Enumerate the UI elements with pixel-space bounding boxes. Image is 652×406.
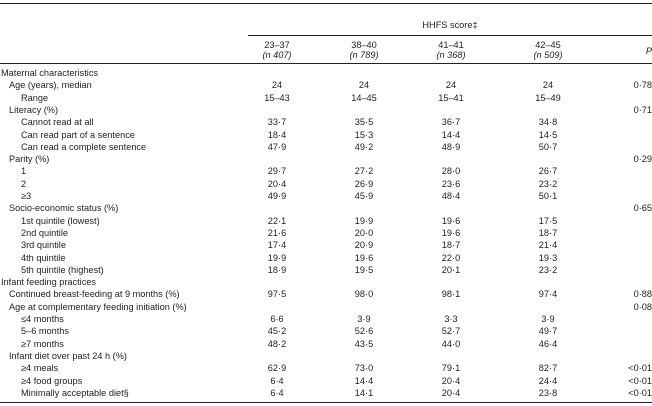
cell-value: 17·4: [267, 240, 287, 251]
cell-value: 23·6: [441, 178, 461, 189]
cell-value: 19·6: [354, 252, 374, 263]
row-label: Infant diet over past 24 h (%): [9, 350, 127, 361]
group-rule: [248, 35, 652, 36]
cell-value: 49·2: [354, 141, 374, 152]
cell-value: 82·7: [538, 363, 558, 374]
row-label: 2nd quintile: [21, 227, 68, 238]
col-range-4: 42–45: [535, 40, 561, 50]
cell-value: 6·4: [270, 375, 284, 386]
cell-value: 19·6: [441, 227, 461, 238]
p-value: <0·01: [628, 387, 652, 398]
cell-value: 3·9: [357, 314, 371, 324]
cell-value: 15·3: [354, 129, 374, 140]
p-value: 0·71: [633, 104, 652, 115]
row-label: 1: [21, 166, 27, 177]
row-label: Minimally acceptable diet§: [21, 387, 129, 398]
cell-value: 19·5: [354, 264, 374, 275]
cell-value: 18·7: [538, 227, 558, 238]
cell-value: 19·9: [267, 252, 287, 263]
cell-value: 52·6: [354, 326, 374, 337]
p-value: 0·08: [633, 301, 652, 312]
p-header: P: [645, 46, 652, 56]
cell-value: 20·4: [441, 375, 461, 386]
row-label: ≥7 months: [21, 338, 64, 349]
cell-value: 15–43: [264, 92, 290, 103]
cell-value: 79·1: [441, 363, 461, 374]
cell-value: 24·4: [538, 375, 558, 386]
cell-value: 46·4: [538, 338, 558, 349]
cell-value: 47·9: [267, 141, 287, 152]
cell-value: 20·0: [354, 227, 374, 238]
p-value: <0·01: [628, 363, 652, 374]
cell-value: 62·9: [267, 363, 287, 374]
cell-value: 26·9: [354, 178, 374, 189]
group-header: HHFS score‡: [422, 20, 478, 30]
cell-value: 50·7: [538, 141, 558, 152]
cell-value: 21·6: [267, 227, 287, 238]
cell-value: 48·2: [267, 338, 287, 349]
p-value: 0·29: [633, 154, 652, 165]
cell-value: 35·5: [354, 117, 374, 128]
cell-value: 98·1: [441, 289, 461, 300]
cell-value: 20·4: [267, 178, 287, 189]
cell-value: 22·0: [441, 252, 461, 263]
row-label: 5th quintile (highest): [21, 264, 104, 275]
cell-value: 20·4: [441, 387, 461, 398]
cell-value: 18·9: [267, 264, 287, 275]
cell-value: 44·0: [441, 338, 461, 349]
cell-value: 48·4: [441, 191, 461, 201]
row-label: Cannot read at all: [21, 117, 94, 128]
row-label: Range: [21, 92, 49, 103]
cell-value: 15–49: [535, 92, 561, 103]
row-label: Parity (%): [9, 154, 50, 165]
cell-value: 6·6: [270, 314, 284, 324]
cell-value: 24: [358, 80, 370, 91]
cell-value: 18·4: [267, 129, 287, 140]
cell-value: 97·5: [267, 289, 287, 300]
row-label: Socio-economic status (%): [9, 203, 119, 214]
row-label: Age at complementary feeding initiation (%): [9, 301, 187, 312]
row-label: 3rd quintile: [21, 240, 66, 251]
cell-value: 43·5: [354, 338, 374, 349]
col-n-4: (n 509): [533, 50, 563, 60]
cell-value: 6·4: [270, 387, 284, 398]
row-label: Maternal characteristics: [1, 68, 99, 78]
row-label: 5–6 months: [21, 326, 70, 337]
cell-value: 22·1: [267, 215, 287, 226]
cell-value: 97·4: [538, 289, 558, 300]
cell-value: 14·4: [441, 129, 461, 140]
cell-value: 33·7: [267, 117, 287, 128]
p-value: 0·88: [633, 289, 652, 300]
cell-value: 49·9: [267, 191, 287, 201]
cell-value: 45·2: [267, 326, 287, 337]
row-label: ≤4 months: [21, 314, 64, 324]
p-value: 0·78: [633, 80, 652, 91]
row-label: 1st quintile (lowest): [21, 215, 100, 226]
row-label: Can read a complete sentence: [21, 141, 147, 152]
cell-value: 18·7: [441, 240, 461, 251]
cell-value: 26·7: [538, 166, 558, 177]
cell-value: 49·7: [538, 326, 558, 337]
cell-value: 28·0: [441, 166, 461, 177]
header-rule: [0, 63, 652, 64]
row-label: Literacy (%): [9, 104, 59, 115]
cell-value: 14·5: [538, 129, 558, 140]
cell-value: 24: [271, 80, 283, 91]
cell-value: 15–41: [438, 92, 464, 103]
col-n-1: (n 407): [262, 50, 292, 60]
row-label: Can read part of a sentence: [21, 129, 135, 140]
col-range-1: 23–37: [264, 40, 290, 50]
cell-value: 48·9: [441, 141, 461, 152]
row-label: ≥4 food groups: [21, 375, 83, 386]
col-range-3: 41–41: [438, 40, 464, 50]
row-label: 4th quintile: [21, 252, 66, 263]
col-n-2: (n 789): [349, 50, 379, 60]
cell-value: 52·7: [441, 326, 461, 337]
cell-value: 20·1: [441, 264, 461, 275]
cell-value: 20·9: [354, 240, 374, 251]
cell-value: 3·9: [541, 314, 555, 324]
cell-value: 14·4: [354, 375, 374, 386]
top-rule: [0, 3, 652, 4]
cell-value: 14·1: [354, 387, 374, 398]
col-n-3: (n 368): [436, 50, 466, 60]
row-label: Continued breast-feeding at 9 months (%): [9, 289, 180, 300]
cell-value: 45·9: [354, 191, 374, 201]
cell-value: 21·4: [538, 240, 558, 251]
cell-value: 27·2: [354, 166, 374, 177]
row-label: Age (years), median: [9, 80, 92, 91]
cell-value: 98·0: [354, 289, 374, 300]
cell-value: 19·3: [538, 252, 558, 263]
p-value: 0·65: [633, 203, 652, 214]
bottom-rule: [0, 402, 652, 403]
cell-value: 24: [542, 80, 554, 91]
p-value: <0·01: [628, 375, 652, 386]
cell-value: 23·2: [538, 264, 558, 275]
row-label: ≥4 meals: [21, 363, 59, 374]
cell-value: 19·9: [354, 215, 374, 226]
cell-value: 29·7: [267, 166, 287, 177]
row-label: Infant feeding practices: [1, 277, 96, 288]
col-range-2: 38–40: [351, 40, 377, 50]
row-label: ≥3: [21, 191, 32, 201]
cell-value: 24: [445, 80, 457, 91]
cell-value: 17·5: [538, 215, 558, 226]
cell-value: 14–45: [351, 92, 377, 103]
cell-value: 73·0: [354, 363, 374, 374]
row-label: 2: [21, 178, 27, 189]
cell-value: 23·2: [538, 178, 558, 189]
cell-value: 3·3: [444, 314, 458, 324]
cell-value: 23·8: [538, 387, 558, 398]
cell-value: 34·8: [538, 117, 558, 128]
cell-value: 19·6: [441, 215, 461, 226]
cell-value: 36·7: [441, 117, 461, 128]
cell-value: 50·1: [538, 191, 558, 201]
